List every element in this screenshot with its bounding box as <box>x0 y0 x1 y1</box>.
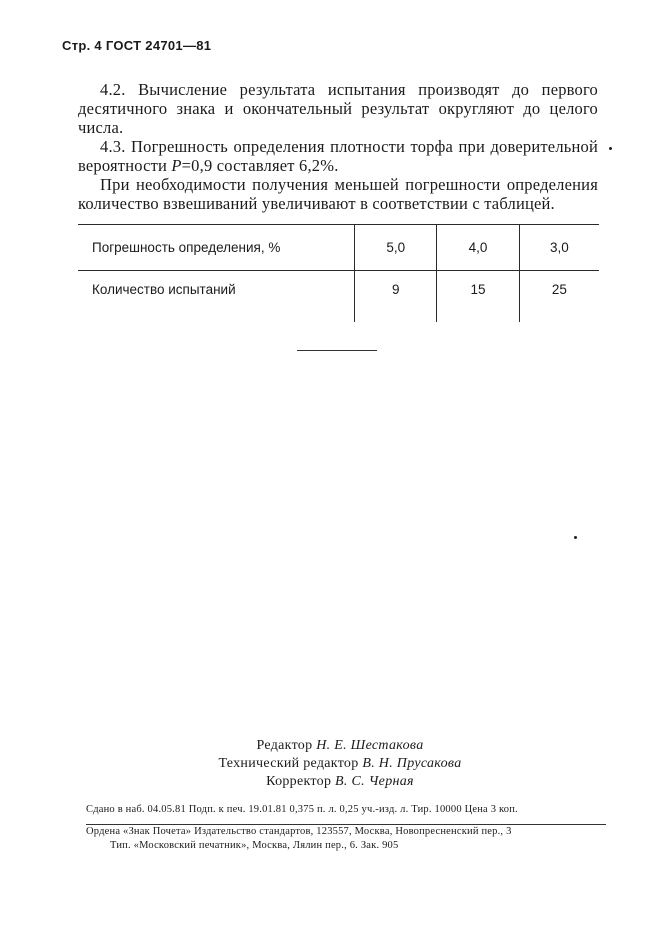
table-row <box>78 271 599 323</box>
paragraph-table-intro: При необходимости получения меньшей погрешности определения количество взвешиваний увеличивают в соответствии с таблицей. <box>78 175 598 213</box>
table-cell: 9 <box>355 271 437 323</box>
scan-speck <box>609 147 612 150</box>
body-text <box>78 80 598 213</box>
row-label: Количество испытаний <box>92 282 236 297</box>
row-label: Погрешность определения, % <box>78 225 355 271</box>
page-header: Стр. 4 ГОСТ 24701—81 <box>62 38 212 53</box>
paragraph-4-3-tail: =0,9 составляет 6,2%. <box>181 156 339 175</box>
variable-p: P <box>171 156 182 175</box>
scan-speck <box>574 536 577 539</box>
section-divider <box>297 350 377 351</box>
imprint-line-1: Сдано в наб. 04.05.81 Подп. к печ. 19.01.81 0,375 п. л. 0,25 уч.-изд. л. Тир. 10000 Цена 3 коп. <box>86 804 518 815</box>
imprint-line-2: Ордена «Знак Почета» Издательство стандартов, 123557, Москва, Новопресненский пер., 3 <box>86 826 512 837</box>
imprint-line-3: Тип. «Московский печатник», Москва, Лялин пер., 6. Зак. 905 <box>110 840 399 851</box>
table-cell: 5,0 <box>355 225 437 271</box>
table-cell: 3,0 <box>519 225 599 271</box>
table-row <box>78 225 599 271</box>
precision-table <box>78 224 599 322</box>
table-cell: 25 <box>519 271 599 323</box>
paragraph-4-3 <box>78 137 598 175</box>
table-cell: 15 <box>437 271 519 323</box>
paragraph-4-2: 4.2. Вычисление результата испытания производят до первого десятичного знака и окончательный результат округляют до целого числа. <box>78 80 598 137</box>
credit-editor: Редактор Н. Е. Шестакова <box>256 738 424 753</box>
credits-block <box>200 737 480 791</box>
credit-tech-editor: Технический редактор В. Н. Прусакова <box>218 756 462 771</box>
table-cell: 4,0 <box>437 225 519 271</box>
credit-proofreader: Корректор В. С. Черная <box>266 774 414 789</box>
paragraph-4-3-text: 4.3. Погрешность определения плотности торфа при доверительной вероятности <box>78 137 598 175</box>
imprint-divider <box>86 824 606 825</box>
